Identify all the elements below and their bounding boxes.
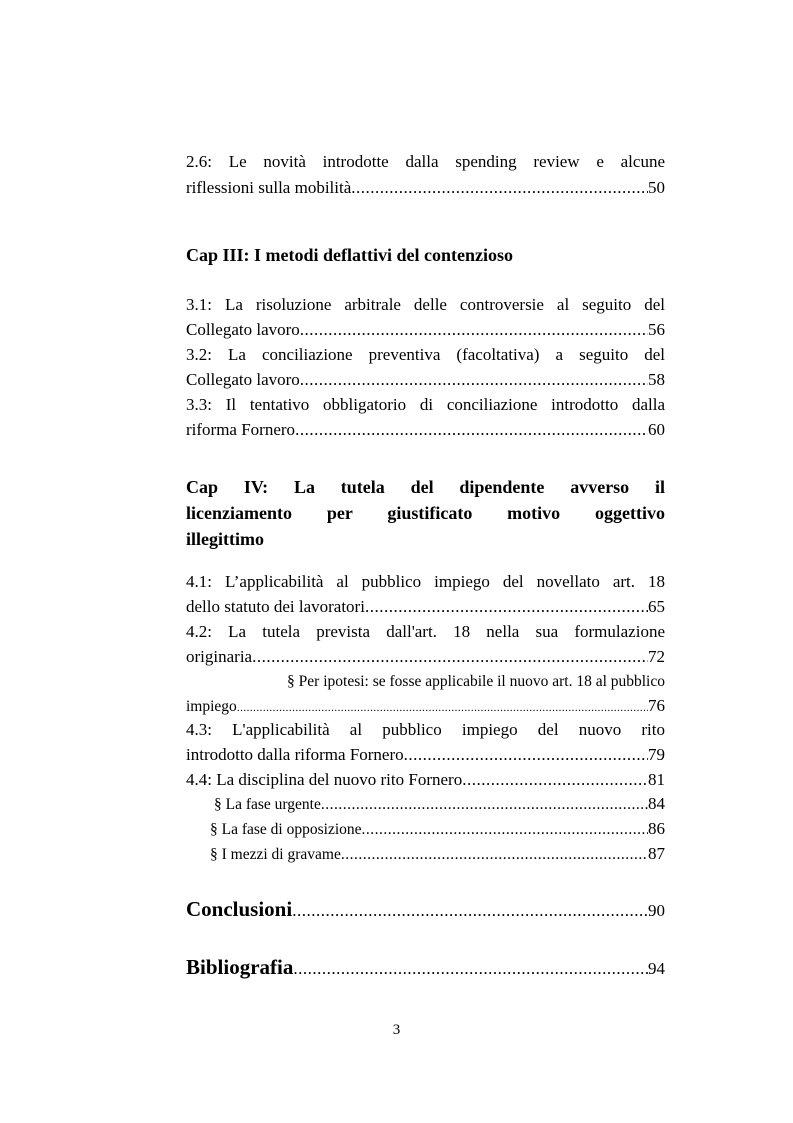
chapter-4-heading-line1: Cap IV: La tutela del dipendente avverso il xyxy=(186,477,665,497)
toc-3-2-page: 58 xyxy=(648,370,665,389)
dot-leader xyxy=(365,595,648,619)
toc-3-3-page: 60 xyxy=(648,420,665,439)
toc-fase-urgente-title: § La fase urgente xyxy=(214,796,321,813)
dot-leader xyxy=(351,176,648,200)
toc-4-3-page: 79 xyxy=(648,745,665,764)
dot-leader xyxy=(341,843,648,867)
dot-leader xyxy=(321,793,648,817)
toc-ipotesi-line2: impiego xyxy=(186,698,237,715)
toc-fase-opposizione-title: § La fase di opposizione xyxy=(210,821,362,838)
toc-4-2-page: 72 xyxy=(648,647,665,666)
chapter-4-heading-line2: licenziamento per giustificato motivo oggettivo xyxy=(186,503,665,523)
dot-leader xyxy=(237,696,648,720)
toc-4-1-entry xyxy=(186,595,665,619)
toc-conclusioni-page: 90 xyxy=(648,901,665,920)
dot-leader xyxy=(295,418,648,442)
toc-2-6-line2: riflessioni sulla mobilità xyxy=(186,178,352,197)
toc-3-3-line1: 3.3: Il tentativo obbligatorio di conciliazione introdotto dalla xyxy=(186,395,665,414)
toc-2-6-page: 50 xyxy=(648,178,665,197)
toc-2-6-line1: 2.6: Le novità introdotte dalla spending review e alcune xyxy=(186,152,665,171)
toc-3-2-entry xyxy=(186,368,665,392)
toc-mezzi-gravame-page: 87 xyxy=(648,844,665,863)
chapter-4-heading-line3: illegittimo xyxy=(186,529,264,549)
toc-conclusioni-entry xyxy=(186,895,665,925)
toc-fase-opposizione-entry xyxy=(210,817,665,842)
dot-leader xyxy=(362,818,648,842)
toc-4-1-line1: 4.1: L’applicabilità al pubblico impiego del novellato art. 18 xyxy=(186,572,665,591)
toc-4-3-entry xyxy=(186,743,665,767)
page-number: 3 xyxy=(392,1022,401,1038)
toc-bibliografia-title: Bibliografia xyxy=(186,955,294,979)
toc-3-1-page: 56 xyxy=(648,320,665,339)
toc-ipotesi-page: 76 xyxy=(648,696,665,715)
toc-4-3-line2: introdotto dalla riforma Fornero xyxy=(186,745,404,764)
dot-leader xyxy=(252,645,648,669)
toc-3-3-line2: riforma Fornero xyxy=(186,420,296,439)
toc-3-1-line2: Collegato lavoro xyxy=(186,320,300,339)
chapter-3-heading: Cap III: I metodi deflattivi del contenzioso xyxy=(186,245,513,265)
toc-mezzi-gravame-entry xyxy=(210,842,665,867)
toc-4-3-line1: 4.3: L'applicabilità al pubblico impiego del nuovo rito xyxy=(186,720,665,739)
dot-leader xyxy=(462,768,648,792)
toc-4-2-line1: 4.2: La tutela prevista dall'art. 18 nella sua formulazione xyxy=(186,622,665,641)
toc-3-1-entry xyxy=(186,318,665,342)
toc-bibliografia-entry xyxy=(186,953,665,983)
toc-ipotesi-line1: § Per ipotesi: se fosse applicabile il nuovo art. 18 al pubblico xyxy=(287,673,665,690)
toc-3-1-line1: 3.1: La risoluzione arbitrale delle controversie al seguito del xyxy=(186,295,665,314)
toc-3-2-line2: Collegato lavoro xyxy=(186,370,300,389)
toc-4-2-entry xyxy=(186,645,665,669)
toc-conclusioni-title: Conclusioni xyxy=(186,897,293,921)
toc-3-2-line1: 3.2: La conciliazione preventiva (facoltativa) a seguito del xyxy=(186,345,665,364)
toc-4-1-line2: dello statuto dei lavoratori xyxy=(186,597,365,616)
toc-bibliografia-page: 94 xyxy=(648,959,665,978)
toc-fase-urgente-entry xyxy=(214,792,665,817)
dot-leader xyxy=(300,368,648,392)
dot-leader xyxy=(293,955,648,983)
dot-leader xyxy=(292,897,648,925)
toc-ipotesi-entry xyxy=(186,694,665,720)
dot-leader xyxy=(300,318,648,342)
toc-fase-urgente-page: 84 xyxy=(648,794,665,813)
toc-4-4-page: 81 xyxy=(648,770,665,789)
toc-4-1-page: 65 xyxy=(648,597,665,616)
toc-fase-opposizione-page: 86 xyxy=(648,819,665,838)
toc-4-4-entry xyxy=(186,768,665,792)
toc-mezzi-gravame-title: § I mezzi di gravame xyxy=(210,846,341,863)
toc-4-2-line2: originaria xyxy=(186,647,253,666)
dot-leader xyxy=(404,743,648,767)
toc-2-6-entry xyxy=(186,176,665,200)
toc-3-3-entry xyxy=(186,418,665,442)
toc-4-4-title: 4.4: La disciplina del nuovo rito Fornero xyxy=(186,770,463,789)
